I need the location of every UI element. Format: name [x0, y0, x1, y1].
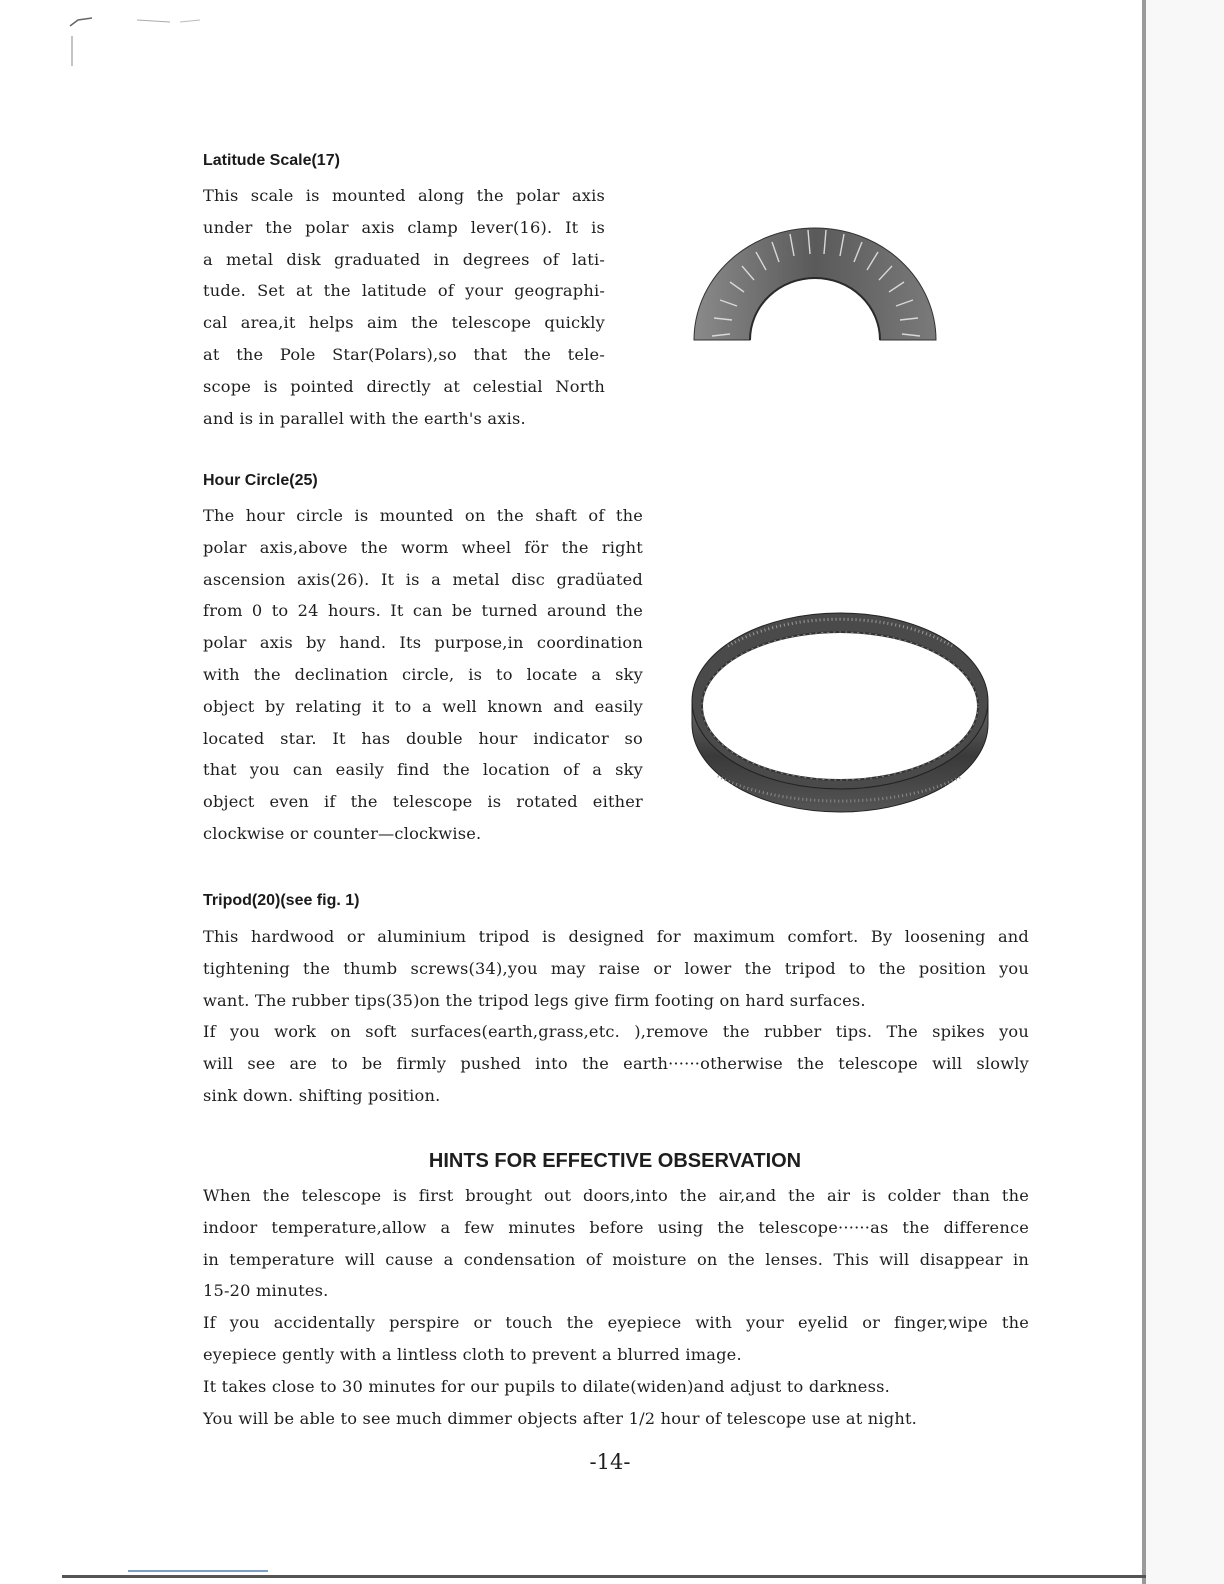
text-line: It takes close to 30 minutes for our pupils to dilate(widen)and adjust to darkness. [203, 1376, 890, 1396]
text-line: The hour circle is mounted on the shaft of the [203, 506, 643, 525]
hints-heading: HINTS FOR EFFECTIVE OBSERVATION [428, 1150, 802, 1172]
text-line: with the declination circle, is to locate a sky [203, 664, 643, 684]
hints-text [203, 1180, 1029, 1434]
text-line: and is in parallel with the earth's axis. [203, 408, 526, 428]
text-line: object by relating it to a well known and easily [203, 696, 643, 716]
text-line: If you accidentally perspire or touch the eyepiece with your eyelid or finger,wipe the [203, 1313, 1029, 1333]
page-bottom-mark [128, 1570, 268, 1572]
page-margin [1146, 0, 1224, 1584]
text-line: If you work on soft surfaces(earth,grass,etc. ),remove the rubber tips. The spikes you [203, 1022, 1029, 1042]
text-line: under the polar axis clamp lever(16). It is [203, 217, 605, 237]
text-line: indoor temperature,allow a few minutes before using the telescope······as the difference [203, 1217, 1029, 1237]
text-line: sink down. shifting position. [203, 1085, 441, 1105]
text-line: 15-20 minutes. [203, 1281, 329, 1301]
text-line: a metal disk graduated in degrees of lati- [203, 249, 605, 269]
text-line: located star. It has double hour indicator so [203, 728, 643, 748]
text-line: from 0 to 24 hours. It can be turned around the [203, 601, 643, 621]
text-line: that you can easily find the location of a sky [203, 760, 643, 780]
text-line: eyepiece gently with a lintless cloth to prevent a blurred image. [203, 1344, 742, 1364]
text-line: want. The rubber tips(35)on the tripod legs give firm footing on hard surfaces. [203, 990, 866, 1010]
latitude-scale-text [203, 180, 605, 434]
corner-scan-mark [62, 6, 202, 76]
text-line: ascension axis(26). It is a metal disc gradüated [203, 569, 643, 589]
text-line: When the telescope is first brought out doors,into the air,and the air is colder than the [203, 1186, 1029, 1205]
text-line: You will be able to see much dimmer objects after 1/2 hour of telescope use at night. [203, 1408, 918, 1428]
text-line: at the Pole Star(Polars),so that the tele- [203, 344, 605, 364]
text-line: object even if the telescope is rotated either [203, 792, 643, 812]
page-bottom-edge [62, 1575, 1146, 1578]
text-line: tude. Set at the latitude of your geographi- [203, 281, 605, 301]
text-line: polar axis,above the worm wheel för the right [203, 537, 643, 557]
text-line: This scale is mounted along the polar axis [203, 186, 605, 205]
text-line: scope is pointed directly at celestial North [203, 376, 605, 396]
text-line: This hardwood or aluminium tripod is designed for maximum comfort. By loosening and [203, 927, 1029, 946]
hour-circle-text [203, 500, 643, 850]
hour-circle-heading: Hour Circle(25) [203, 472, 318, 489]
text-line: polar axis by hand. Its purpose,in coordination [203, 633, 643, 653]
latitude-scale-figure [690, 214, 940, 344]
text-line: tightening the thumb screws(34),you may raise or lower the tripod to the position you [203, 958, 1029, 978]
text-line: cal area,it helps aim the telescope quickly [203, 313, 605, 333]
text-line: clockwise or counter—clockwise. [203, 823, 482, 843]
page-number: -14- [589, 1450, 631, 1474]
tripod-text [203, 921, 1029, 1112]
tripod-heading: Tripod(20)(see fig. 1) [203, 892, 360, 909]
text-line: in temperature will cause a condensation of moisture on the lenses. This will disappear in [203, 1249, 1029, 1269]
text-line: will see are to be firmly pushed into the earth······otherwise the telescope will slowly [203, 1054, 1029, 1074]
hour-circle-figure [688, 606, 992, 818]
latitude-scale-heading: Latitude Scale(17) [203, 152, 340, 169]
